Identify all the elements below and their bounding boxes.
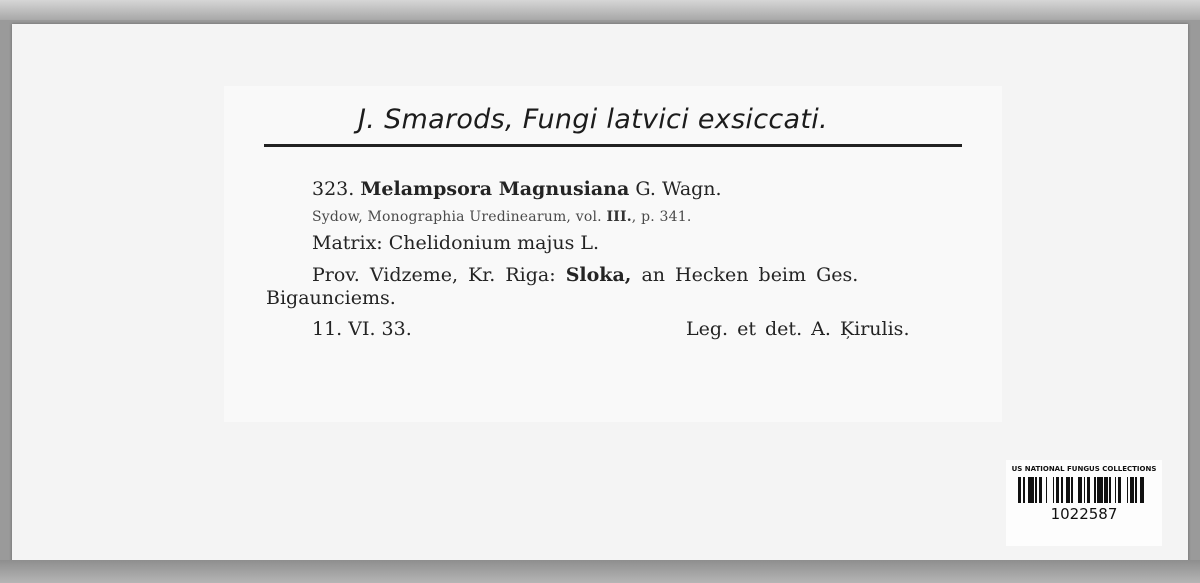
matrix-line xyxy=(312,232,599,254)
locality-rest: an Hecken beim Ges. xyxy=(641,264,859,286)
background-top-strip xyxy=(0,0,1200,20)
herbarium-sheet xyxy=(12,24,1188,562)
collection-date: 11. VI. 33. xyxy=(312,318,412,340)
header-rule xyxy=(264,144,962,147)
label-header: J. Smarods, Fungi latvici exsiccati. xyxy=(358,104,828,135)
barcode-bar xyxy=(1144,477,1146,503)
barcode-bars xyxy=(1018,477,1146,503)
taxon-author: G. Wagn. xyxy=(635,178,722,200)
taxon-line xyxy=(312,178,722,200)
barcode-label xyxy=(1006,460,1162,546)
matrix-host: Chelidonium majus L. xyxy=(388,232,600,254)
reference-line xyxy=(312,209,692,225)
matrix-label: Matrix: xyxy=(312,232,383,254)
taxon-name: Melampsora Magnusiana xyxy=(360,178,630,200)
specimen-label xyxy=(224,86,1002,422)
locality-line-2: Bigaunciems. xyxy=(266,287,396,309)
locality-site: Sloka, xyxy=(565,264,632,286)
collector: Leg. et det. A. Ķirulis. xyxy=(686,318,910,340)
barcode-title: US NATIONAL FUNGUS COLLECTIONS xyxy=(1011,465,1157,473)
reference-prefix: Sydow, Monographia Uredinearum, vol. xyxy=(312,209,602,225)
barcode-number: 1022587 xyxy=(1050,505,1118,523)
reference-page: , p. 341. xyxy=(631,209,692,225)
locality-prefix: Prov. Vidzeme, Kr. Riga: xyxy=(312,264,556,286)
specimen-number: 323. xyxy=(312,178,355,200)
locality-line-1 xyxy=(312,264,858,286)
reference-volume: III. xyxy=(606,209,632,225)
background-bottom-strip xyxy=(0,560,1200,583)
